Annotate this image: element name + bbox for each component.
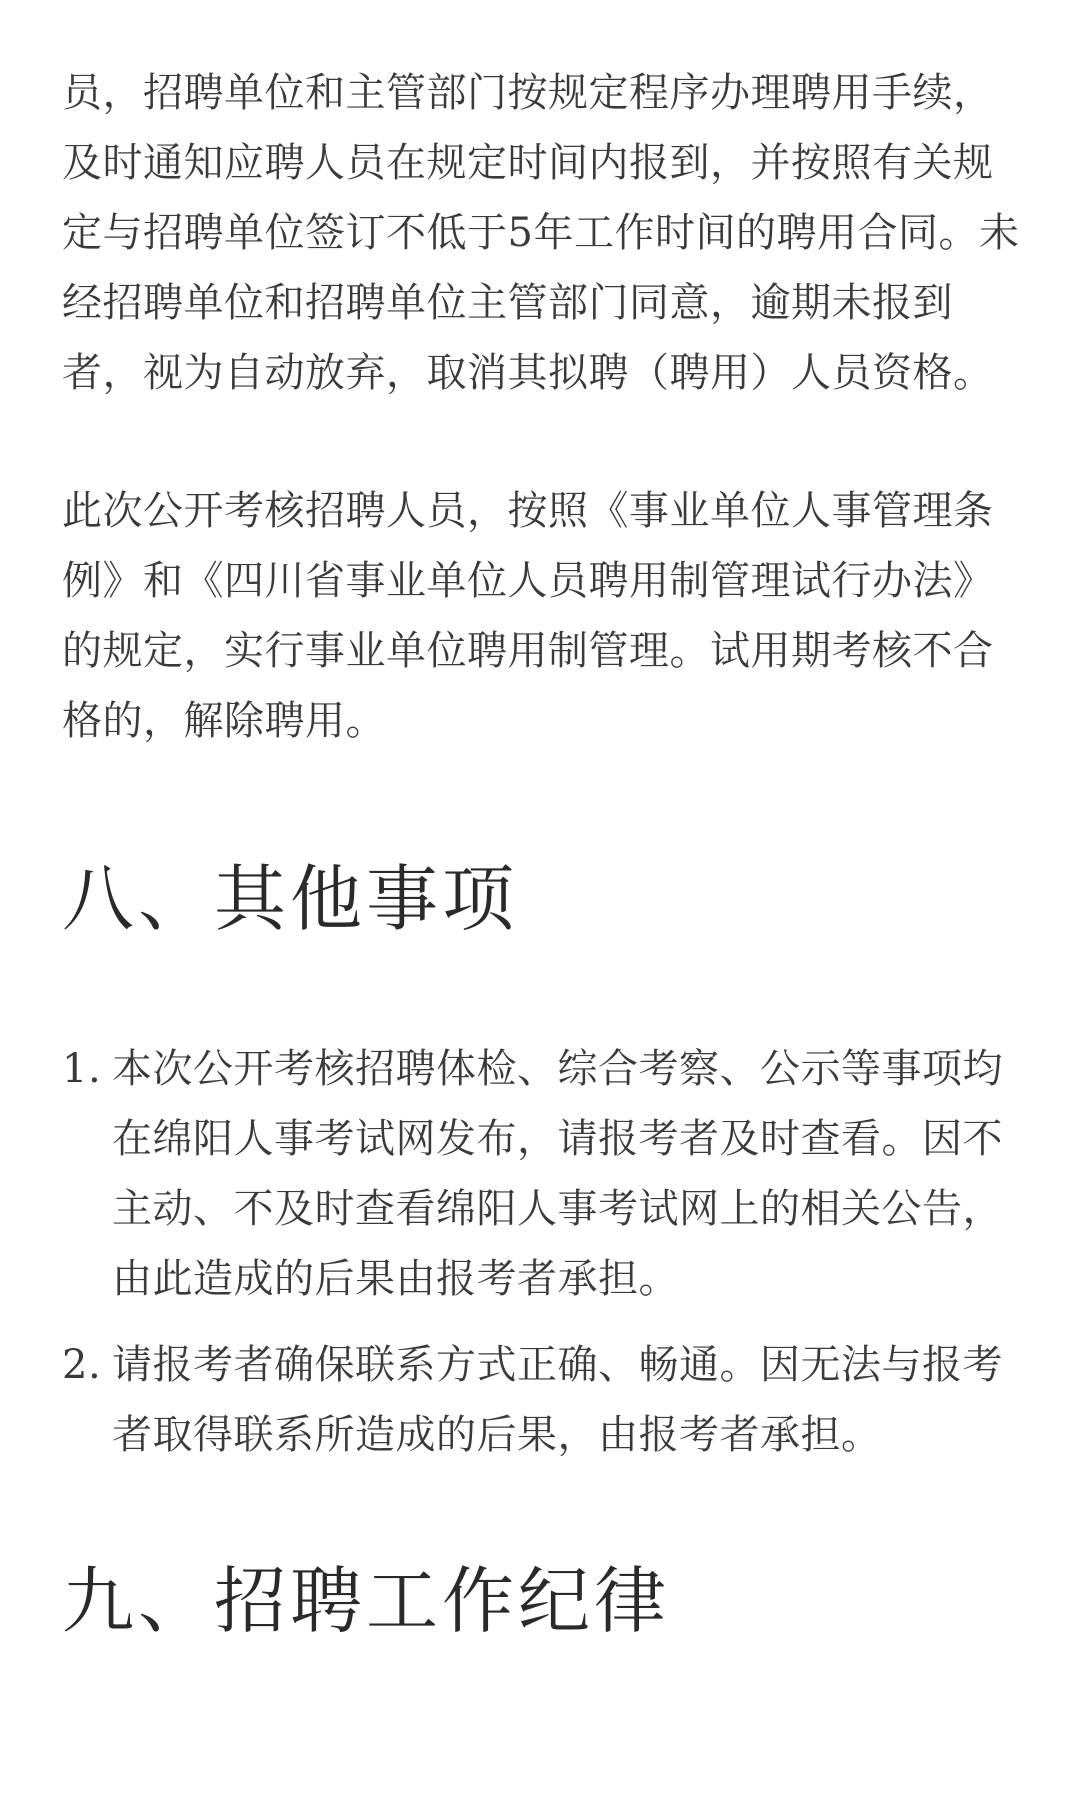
section-heading-other-matters: 八、其他事项	[62, 857, 519, 941]
section-heading-recruitment-discipline: 九、招聘工作纪律	[62, 1559, 671, 1643]
list-item	[62, 1330, 1020, 1470]
list-item-text: 本次公开考核招聘体检、综合考察、公示等事项均在绵阳人事考试网发布，请报考者及时查看。因不主动、不及时查看绵阳人事考试网上的相关公告，由此造成的后果由报考者承担。	[112, 1046, 1003, 1302]
list-item	[62, 1034, 1020, 1314]
list-item-number: 1.	[62, 1046, 102, 1092]
other-matters-list	[62, 1034, 1020, 1470]
paragraph-employment-system: 此次公开考核招聘人员，按照《事业单位人事管理条例》和《四川省事业单位人员聘用制管理试行办法》的规定，实行事业单位聘用制管理。试用期考核不合格的，解除聘用。	[62, 488, 994, 744]
list-item-text: 请报考者确保联系方式正确、畅通。因无法与报考者取得联系所造成的后果，由报考者承担。	[112, 1342, 1003, 1458]
list-item-number: 2.	[62, 1342, 102, 1388]
paragraph-hiring-procedure: 员，招聘单位和主管部门按规定程序办理聘用手续，及时通知应聘人员在规定时间内报到，并按照有关规定与招聘单位签订不低于5年工作时间的聘用合同。未经招聘单位和招聘单位主管部门同意，逾期未报到者，视为自动放弃，取消其拟聘（聘用）人员资格。	[62, 70, 1020, 396]
